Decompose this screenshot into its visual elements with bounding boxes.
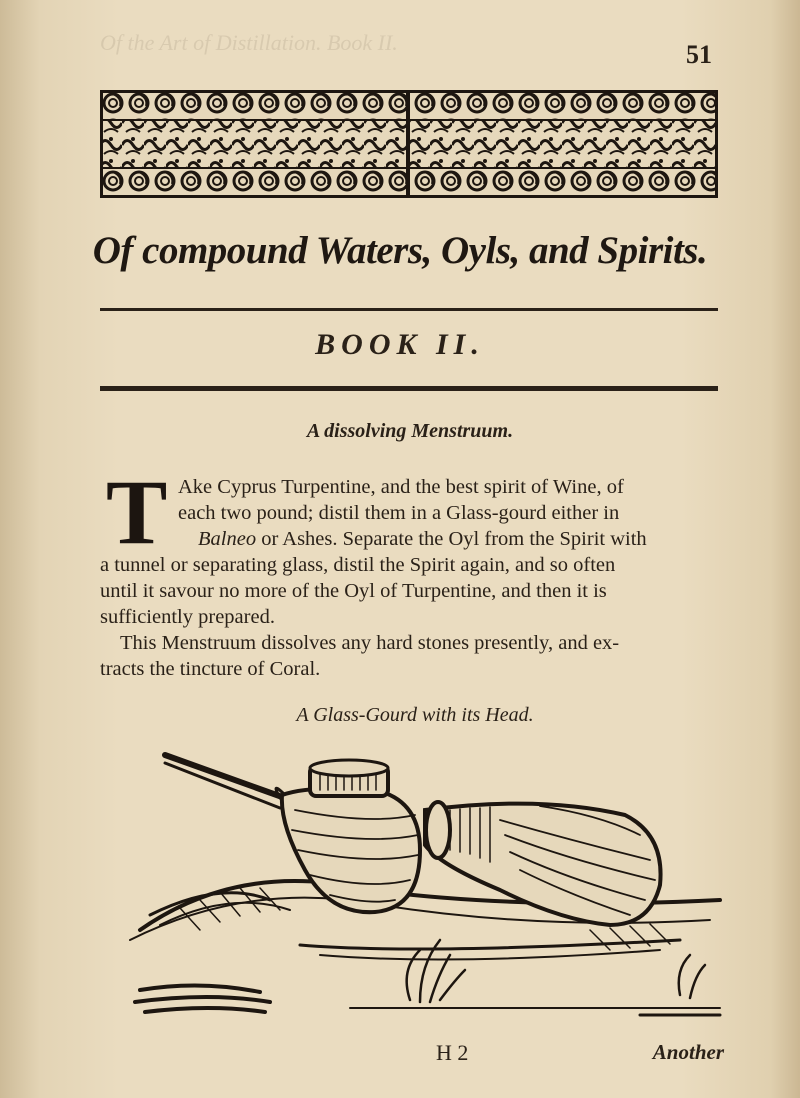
divider-rule: [100, 386, 718, 391]
signature-mark: H 2: [436, 1040, 469, 1065]
recipe-line-text: or Ashes. Separate the Oyl from the Spirit with: [261, 528, 647, 550]
recipe-line: each two pound; distil them in a Glass-gourd either in: [178, 502, 620, 524]
figure-caption: A Glass-Gourd with its Head.: [296, 704, 534, 726]
page-number: 51: [686, 40, 712, 69]
recipe-line: [198, 526, 647, 553]
glass-gourd-woodcut: [120, 740, 740, 1030]
ornamental-header-band: [100, 90, 718, 198]
chapter-title: Of compound Waters, Oyls, and Spirits.: [92, 229, 708, 272]
recipe-line: a tunnel or separating glass, distil the Spirit again, and so often: [100, 554, 616, 576]
catchword: Another: [652, 1040, 724, 1064]
italic-word: Balneo: [198, 528, 257, 550]
book-heading: BOOK II.: [315, 328, 485, 361]
recipe-line: sufficiently prepared.: [100, 606, 275, 628]
bleed-through-text: Of the Art of Distillation. Book II.: [100, 30, 398, 55]
recipe-title: A dissolving Menstruum.: [306, 420, 514, 442]
recipe-line: tracts the tincture of Coral.: [100, 658, 321, 680]
divider-rule: [100, 308, 718, 311]
recipe-line: This Menstruum dissolves any hard stones presently, and ex-: [120, 632, 620, 654]
recipe-line: until it savour no more of the Oyl of Turpentine, and then it is: [100, 580, 607, 602]
drop-cap: T: [106, 461, 168, 563]
recipe-line: Ake Cyprus Turpentine, and the best spirit of Wine, of: [178, 476, 624, 498]
